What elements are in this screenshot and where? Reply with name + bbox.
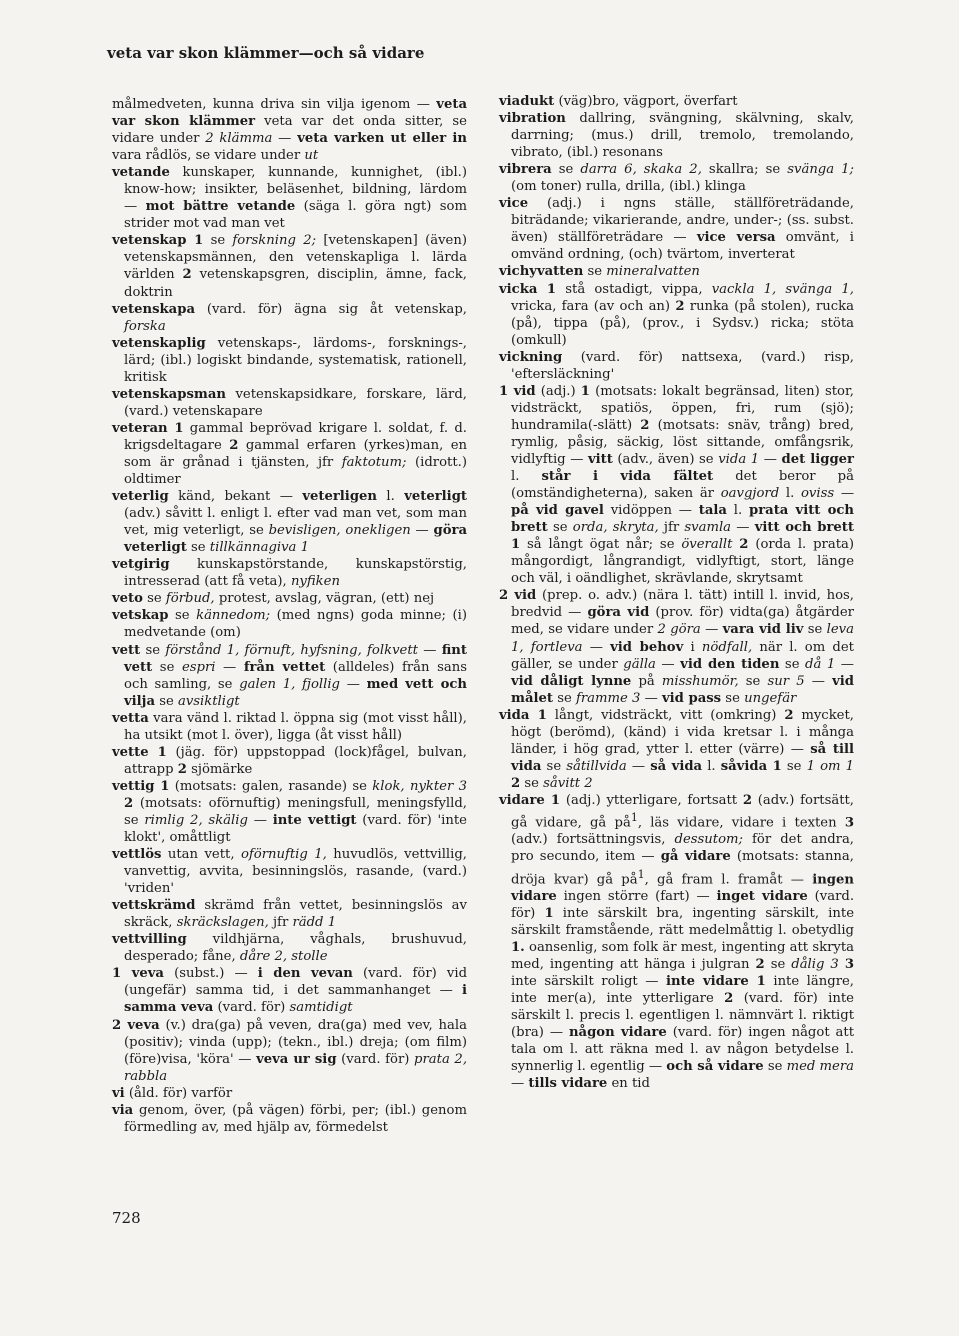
dictionary-entry: vetenskaplig vetenskaps-, lärdoms-, forsknings-, lärd; (ibl.) logiskt bindande, systematisk, rationell, kritisk bbox=[112, 335, 467, 385]
dictionary-entry: vette 1 (jäg. för) uppstoppad (lock)fågel, bulvan, attrapp 2 sjömärke bbox=[112, 744, 467, 777]
dictionary-entry: vetta vara vänd l. riktad l. öppna sig (mot visst håll), ha utsikt (mot l. över), ligga (åt visst håll) bbox=[112, 710, 467, 743]
dictionary-entry: 1 vid (adj.) 1 (motsats: lokalt begränsad, liten) stor, vidsträckt, spatiös, öppen, fri, rum (sjö); hundramila(-slätt) 2 (motsats: snäv, trång) bred, rymlig, påsig, säckig, löst sittande, omfångsrik, vidlyftig — vitt (adv., även) se vida 1 — det ligger l. står i vida fältet det beror på (omständigheterna), saken är oavgjord l. oviss — på vid gavel vidöppen — tala l. prata vitt och brett se orda, skryta, jfr svamla — vitt och brett 1 så långt ögat når; se överallt 2 (orda l. prata) mångordigt, långrandigt, vidlyftigt, stort, länge och väl, i oändlighet, skrävlande, skrytsamt bbox=[499, 383, 855, 587]
dictionary-entry: veteran 1 gammal beprövad krigare l. soldat, f. d. krigsdeltagare 2 gammal erfaren (yrkes)man, en som är grånad i tjänsten, jfr faktotum; (idrott.) oldtimer bbox=[112, 420, 468, 488]
dictionary-entry: vibration dallring, svängning, skälvning, skalv, darrning; (mus.) drill, tremolo, tremolando, vibrato, (ibl.) resonans bbox=[499, 111, 854, 161]
dictionary-entry: vetenskapsman vetenskapsidkare, forskare, lärd, (vard.) vetenskapare bbox=[112, 386, 467, 419]
dictionary-entry: målmedveten, kunna driva sin vilja igenom — veta var skon klämmer veta var det onda sitter, se vidare under 2 klämma — veta varken ut eller in vara rådlös, se vidare under ut bbox=[112, 97, 467, 164]
dictionary-entry: vettskrämd skrämd från vettet, besinningslös av skräck, skräckslagen, jfr rädd 1 bbox=[112, 898, 467, 931]
page-number: 728 bbox=[112, 1209, 141, 1227]
dictionary-entry: 2 veva (v.) dra(ga) på veven, dra(ga) med vev, hala (positiv); vinda (upp); (tekn., ibl.) dreja; (om film) (före)visa, 'köra' — veva ur sig (vard. för) prata 2, rabbla bbox=[112, 1017, 468, 1084]
dictionary-entry: vetande kunskaper, kunnande, kunnighet, (ibl.) know-how; insikter, beläsenhet, bildning, lärdom — mot bättre vetande (säga l. göra ngt) som strider mot vad man vet bbox=[112, 165, 467, 232]
dictionary-entry: vibrera se darra 6, skaka 2, skallra; se svänga 1; (om toner) rulla, drilla, (ibl.) klinga bbox=[499, 162, 854, 195]
dictionary-entry: vetskap se kännedom; (med ngns) goda minne; (i) medvetande (om) bbox=[112, 608, 467, 641]
dictionary-entry: viadukt (väg)bro, vägport, överfart bbox=[499, 94, 738, 109]
dictionary-entry: vickning (vard. för) nattsexa, (vard.) risp, 'eftersläckning' bbox=[499, 349, 854, 382]
dictionary-entry: vetgirig kunskapstörstande, kunskapstörstig, intresserad (att få veta), nyfiken bbox=[112, 557, 467, 590]
dictionary-entry: via genom, över, (på vägen) förbi, per; (ibl.) genom förmedling av, med hjälp av, förmedelst bbox=[112, 1102, 467, 1135]
dictionary-entry: vidare 1 (adj.) ytterligare, fortsatt 2 (adv.) fortsätt, gå vidare, gå $på^1$, läs vidare, vidare i texten 3 (adv.) fortsättningsvis, dessutom; för det andra, pro secundo, item — gå vidare (motsats: stanna, dröja kvar) gå $på^1$, gå fram l. framåt — ingen vidare ingen större (fart) — inget vidare (vard. för) 1 inte särskilt bra, ingenting särskilt, inte särskilt framstående, rätt medelmåttig l. obetydlig 1. oansenlig, som folk är mest, ingenting att skryta med, ingenting att hänga i julgran 2 se dålig 3 3 inte särskilt roligt — inte vidare 1 inte längre, inte mer(a), inte ytterligare 2 (vard. för) inte särskilt l. precis l. egentligen l. nämnvärt l. riktigt (bra) — någon vidare (vard. för) ingen något att tala om l. att räkna med l. av någon betydelse l. synnerlig l. egentlig — och så vidare se med mera — tills vidare en tid bbox=[499, 792, 855, 1092]
left-column bbox=[112, 96, 467, 1136]
dictionary-entry: 2 vid (prep. o. adv.) (nära l. tätt) intill l. invid, hos, bredvid — göra vid (prov. för) vidta(ga) åtgärder med, se vidare under 2 göra — vara vid liv se leva 1, fortleva — vid behov i nödfall, när l. om det gäller, se under gälla — vid den tiden se då 1 — vid dåligt lynne på misshumör, se sur 5 — vid målet se framme 3 — vid pass se ungefär bbox=[499, 588, 854, 706]
running-header: veta var skon klämmer—och så vidare bbox=[107, 44, 425, 62]
right-column bbox=[499, 93, 854, 1093]
dictionary-entry: vida 1 långt, vidsträckt, vitt (omkring) 2 mycket, högt (berömd), (känd) i vida kretsar l. i många länder, i hög grad, ytter l. etter (värre) — så till vida se såtillvida — så vida l. såvida 1 se 1 om 1 2 se såvitt 2 bbox=[499, 707, 854, 791]
dictionary-entry: vetenskap 1 se forskning 2; [vetenskapen] (även) vetenskapsmännen, den vetenskapliga l. lärda världen 2 vetenskapsgren, disciplin, ämne, fack, doktrin bbox=[112, 233, 467, 300]
dictionary-entry: vice (adj.) i ngns ställe, ställföreträdande, biträdande; vikarierande, andre, under-; (ss. subst. även) ställföreträdare — vice versa omvänt, i omvänd ordning, (och) tvärtom, inverterat bbox=[499, 196, 854, 263]
dictionary-entry: vettlös utan vett, oförnuftig 1, huvudlös, vettvillig, vanvettig, avvita, besinningslös, rasande, (vard.) 'vriden' bbox=[112, 847, 467, 897]
dictionary-entry: vichyvatten se mineralvatten bbox=[499, 264, 700, 280]
dictionary-entry: vett se förstånd 1, förnuft, hyfsning, folkvett — fint vett se espri — från vettet (alldeles) från sans och samling, se galen 1, fjollig — med vett och vilja se avsiktligt bbox=[112, 642, 468, 709]
dictionary-entry: veterlig känd, bekant — veterligen l. veterligt (adv.) såvitt l. enligt l. efter vad man vet, som man vet, mig veterligt, se bevisligen, onekligen — göra veterligt se tillkännagiva 1 bbox=[112, 489, 468, 556]
dictionary-entry: vicka 1 stå ostadigt, vippa, vackla 1, svänga 1, vricka, fara (av och an) 2 runka (på stolen), rucka (på), tippa (på), (prov., i Sydsv.) ricka; stöta (omkull) bbox=[499, 281, 855, 348]
dictionary-entry: vetenskapa (vard. för) ägna sig åt vetenskap, forska bbox=[112, 301, 467, 334]
dictionary-entry: vettig 1 (motsats: galen, rasande) se klok, nykter 3 2 (motsats: oförnuftig) meningsfull, meningsfylld, se rimlig 2, skälig — inte vettigt (vard. för) 'inte klokt', omåttligt bbox=[112, 778, 468, 846]
dictionary-entry: veto se förbud, protest, avslag, vägran, (ett) nej bbox=[112, 591, 435, 607]
dictionary-entry: 1 veva (subst.) — i den vevan (vard. för) vid (ungefär) samma tid, i det sammanhanget — i samma veva (vard. för) samtidigt bbox=[112, 966, 468, 1016]
dictionary-entry: vi (åld. för) varför bbox=[112, 1085, 233, 1101]
dictionary-entry: vettvilling vildhjärna, våghals, brushuvud, desperado; fåne, dåre 2, stolle bbox=[112, 932, 467, 965]
